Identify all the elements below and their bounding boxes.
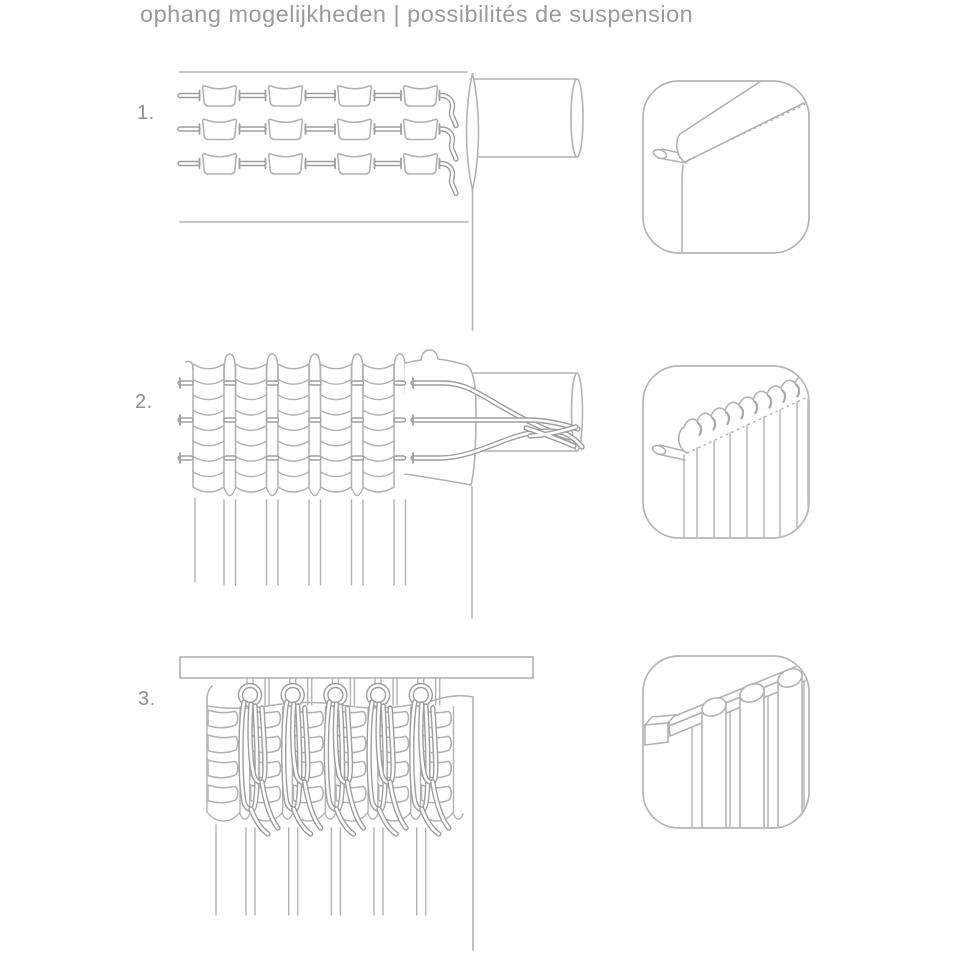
method-1-detail-icon [642,80,810,254]
method-1-illustration [150,60,610,340]
curtain-rail [180,657,533,678]
curtain-side-fold [467,73,479,190]
page-title: ophang mogelijkheden | possibilités de suspension [140,1,694,27]
method-2-illustration [150,330,610,630]
curtain-rod [470,79,583,157]
method-2-detail-icon [642,365,810,539]
draw-cords [180,96,456,194]
method-2-number: 2. [135,391,153,413]
curtain-side-panel [405,350,476,618]
pleat-fold-lines [216,825,426,915]
gathered-pleat-columns [186,354,406,496]
method-3-illustration [150,630,610,960]
method-3-number: 3. [138,688,156,710]
method-1-number: 1. [137,102,155,124]
method-3-detail-icon [642,655,810,829]
pleat-fold-lines [195,498,406,585]
